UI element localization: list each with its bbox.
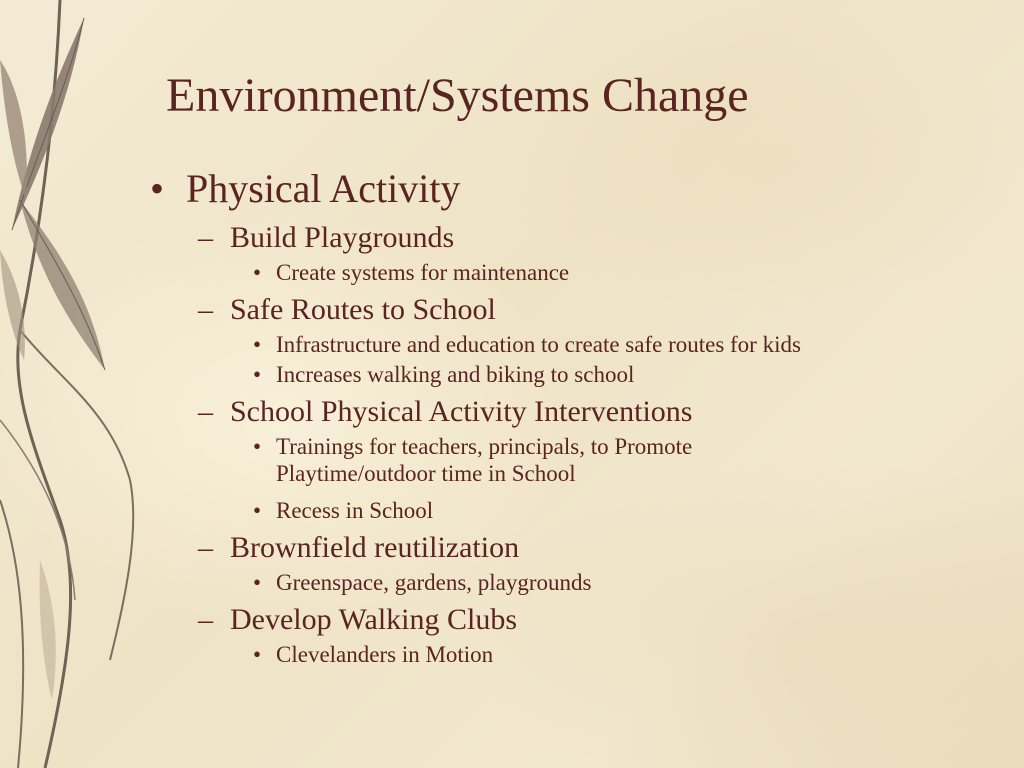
bullet-marker: •: [253, 332, 262, 357]
subbullet-walking-clubs: [150, 601, 1000, 638]
item-text: Greenspace, gardens, playgrounds: [276, 570, 592, 595]
stem-branch: [20, 330, 133, 660]
subbullet-build-playgrounds: [150, 219, 1000, 256]
bullet-marker: •: [253, 362, 262, 387]
subbullet-brownfield: [150, 529, 1000, 566]
subbullet-text: Safe Routes to School: [230, 293, 496, 326]
item-infrastructure: [150, 331, 1000, 358]
item-text: Recess in School: [276, 498, 434, 523]
subbullet-safe-routes: [150, 291, 1000, 328]
item-greenspace: [150, 569, 1000, 596]
subbullet-text: School Physical Activity Interventions: [230, 395, 693, 428]
item-text: Increases walking and biking to school: [276, 362, 635, 387]
dash-marker: –: [198, 293, 213, 326]
willow-branch-illustration: [0, 0, 160, 768]
bullet-marker: •: [253, 642, 262, 667]
slide-body: [150, 164, 1000, 668]
stem-thin: [0, 420, 75, 600]
subbullet-text: Build Playgrounds: [230, 221, 455, 254]
bullet-marker: •: [253, 434, 262, 459]
item-recess: [150, 497, 1000, 524]
bullet-marker: •: [253, 498, 262, 523]
bullet-text: Physical Activity: [186, 166, 461, 211]
item-walking-biking: [150, 361, 1000, 388]
leaf-faint: [40, 560, 56, 700]
item-text: Trainings for teachers, principals, to Promote Playtime/outdoor time in School: [276, 434, 693, 486]
dash-marker: –: [198, 395, 213, 428]
dash-marker: –: [198, 221, 213, 254]
bullet-marker: •: [150, 166, 165, 211]
dash-marker: –: [198, 603, 213, 636]
item-clevelanders: [150, 641, 1000, 668]
slide-title: Environment/Systems Change: [166, 69, 749, 122]
subbullet-school-interventions: [150, 393, 1000, 430]
bullet-marker: •: [253, 260, 262, 285]
item-text: Clevelanders in Motion: [276, 642, 494, 667]
bullet-physical-activity: [150, 164, 1000, 214]
leaf-edge: [0, 60, 27, 200]
item-maintenance: [150, 259, 1000, 286]
item-trainings: [150, 433, 816, 487]
subbullet-text: Brownfield reutilization: [230, 531, 520, 564]
item-text: Infrastructure and education to create safe routes for kids: [276, 332, 801, 357]
dash-marker: –: [198, 531, 213, 564]
item-text: Create systems for maintenance: [276, 260, 570, 285]
stem-lower: [0, 500, 23, 768]
leaf-small: [0, 250, 25, 360]
subbullet-text: Develop Walking Clubs: [230, 603, 518, 636]
bullet-marker: •: [253, 570, 262, 595]
